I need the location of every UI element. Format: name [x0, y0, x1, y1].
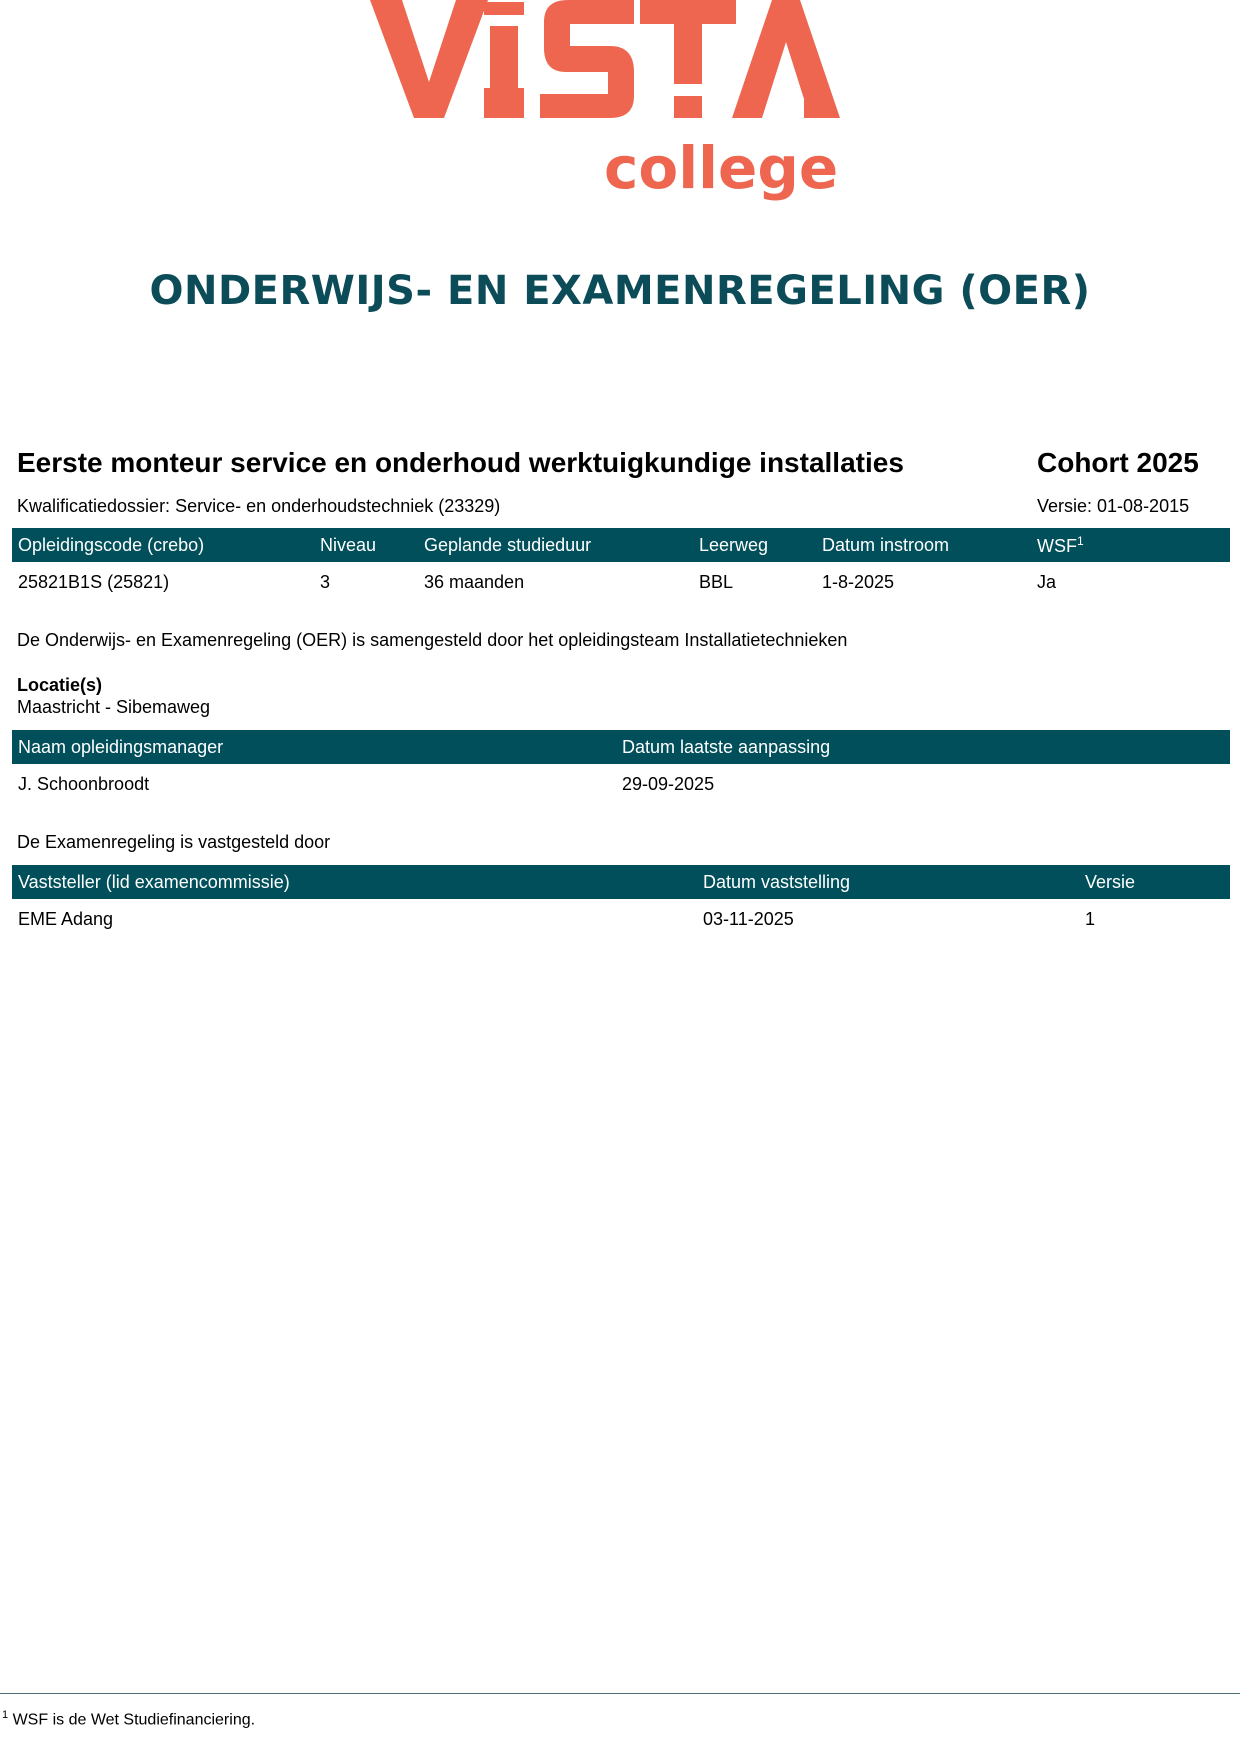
- header-wsf: [1031, 528, 1230, 562]
- logo-college-text: college: [604, 134, 839, 202]
- table-row: [12, 562, 1230, 602]
- locatie-label: Locatie(s): [17, 675, 103, 695]
- footnote-ref[interactable]: 1: [1077, 533, 1084, 548]
- vastgesteld-text: De Examenregeling is vastgesteld door: [17, 832, 331, 852]
- cell-niveau: 3: [320, 571, 331, 592]
- header-wsf-label: WSF: [1037, 535, 1077, 556]
- table-header-row: [12, 730, 1230, 764]
- cell-wsf: Ja: [1037, 571, 1057, 592]
- footnote: [2, 1709, 255, 1729]
- footnote-divider: [0, 1693, 1240, 1694]
- vaststelling-table: [12, 865, 1230, 939]
- cell-opleidingsmanager: J. Schoonbroodt: [18, 773, 150, 794]
- cell-opleidingscode: 25821B1S (25821): [18, 571, 170, 592]
- header-vaststeller: Vaststeller (lid examencommissie): [12, 865, 697, 899]
- kwalificatiedossier: Kwalificatiedossier: Service- en onderhoudstechniek (23329): [17, 496, 501, 516]
- header-versie: Versie: [1079, 865, 1230, 899]
- cell-studieduur: 36 maanden: [424, 571, 525, 592]
- table-header-row: [12, 528, 1230, 562]
- footnote-number: 1: [2, 1709, 9, 1721]
- samengesteld-text: De Onderwijs- en Examenregeling (OER) is samengesteld door het opleidingsteam Installatietechnieken: [17, 630, 848, 650]
- manager-table: [12, 730, 1230, 804]
- vista-college-logo: [368, 0, 874, 205]
- cell-leerweg: BBL: [699, 571, 734, 592]
- header-opleidingscode: Opleidingscode (crebo): [12, 528, 314, 562]
- header-opleidingsmanager: Naam opleidingsmanager: [12, 730, 616, 764]
- table-row: [12, 764, 1230, 804]
- cohort-label: Cohort 2025: [1037, 447, 1199, 478]
- cell-vaststeller: EME Adang: [18, 908, 114, 929]
- header-laatste-aanpassing: Datum laatste aanpassing: [616, 730, 1230, 764]
- header-leerweg: Leerweg: [693, 528, 816, 562]
- cell-datum-vaststelling: 03-11-2025: [703, 908, 794, 929]
- header-datum-vaststelling: Datum vaststelling: [697, 865, 1079, 899]
- program-name: Eerste monteur service en onderhoud werktuigkundige installaties: [17, 447, 904, 478]
- cell-datum-instroom: 1-8-2025: [822, 571, 895, 592]
- table-header-row: [12, 865, 1230, 899]
- page-title: ONDERWIJS- EN EXAMENREGELING (OER): [149, 268, 1091, 314]
- logo-graphic: [368, 0, 874, 205]
- table-row: [12, 899, 1230, 939]
- cell-laatste-aanpassing: 29-09-2025: [622, 773, 715, 794]
- header-studieduur: Geplande studieduur: [418, 528, 693, 562]
- footnote-text: WSF is de Wet Studiefinanciering.: [12, 1711, 256, 1729]
- header-datum-instroom: Datum instroom: [816, 528, 1031, 562]
- version-date: Versie: 01-08-2015: [1037, 496, 1190, 516]
- header-niveau: Niveau: [314, 528, 418, 562]
- cell-versie: 1: [1085, 908, 1096, 929]
- locatie-value: Maastricht - Sibemaweg: [17, 697, 211, 717]
- program-details-table: [12, 528, 1230, 602]
